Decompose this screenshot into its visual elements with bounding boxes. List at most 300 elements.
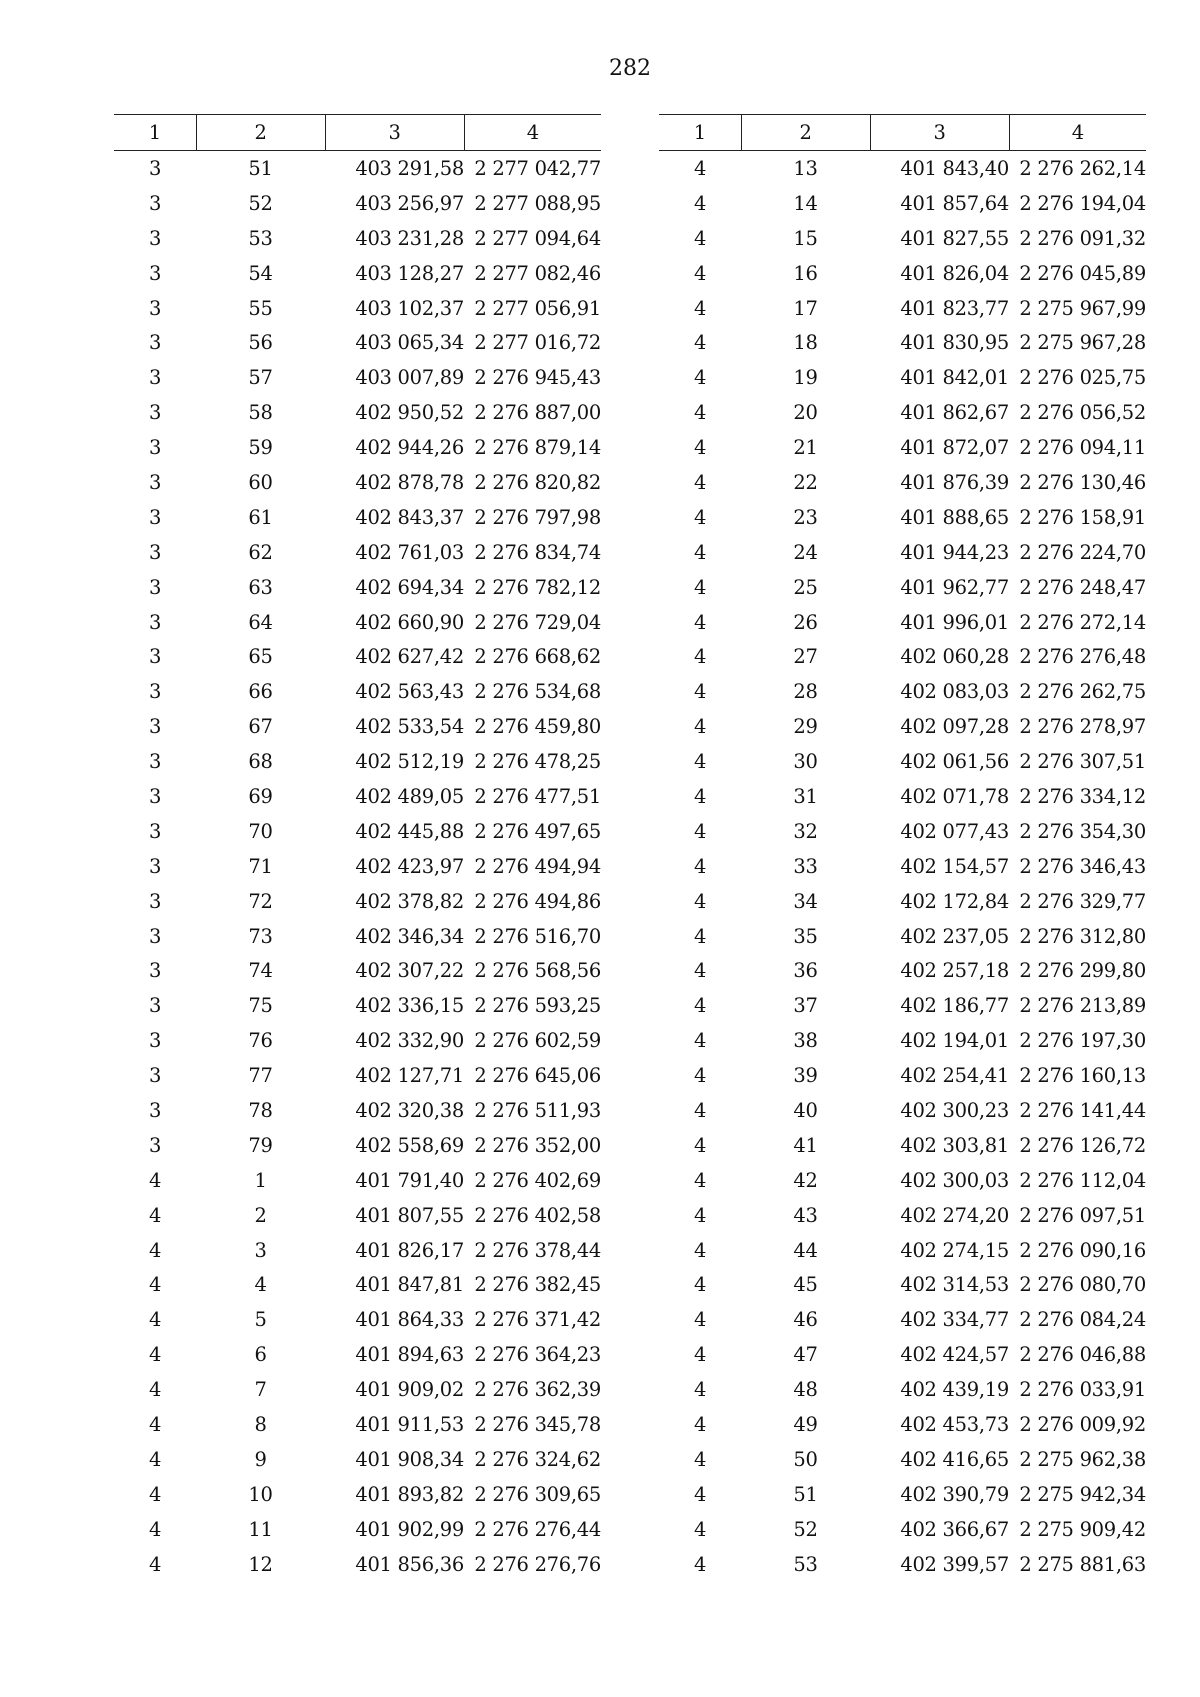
table-row xyxy=(659,465,1146,500)
table-cell-col-2: 54 xyxy=(248,261,273,285)
table-row xyxy=(114,605,601,640)
table-cell-col-3: 402 071,78 xyxy=(900,784,1009,808)
table-cell-col-1: 4 xyxy=(693,889,707,913)
table-cell-col-3: 402 416,65 xyxy=(900,1447,1009,1471)
table-cell-col-1: 4 xyxy=(148,1238,162,1262)
table-cell-col-2: 58 xyxy=(248,401,273,425)
table-cell-col-3: 401 826,04 xyxy=(900,261,1009,285)
table-cell-col-4: 2 276 378,44 xyxy=(474,1238,601,1262)
table-cell-col-3: 402 512,19 xyxy=(355,750,464,774)
table-cell-col-3: 402 274,15 xyxy=(900,1238,1009,1262)
table-cell-col-1: 4 xyxy=(693,750,707,774)
table-row xyxy=(114,1337,601,1372)
table-cell-col-3: 403 065,34 xyxy=(355,331,464,355)
table-cell-col-1: 4 xyxy=(693,1238,707,1262)
table-row xyxy=(659,1233,1146,1268)
table-cell-col-4: 2 276 094,11 xyxy=(1019,436,1146,460)
table-cell-col-3: 402 489,05 xyxy=(355,784,464,808)
table-cell-col-3: 402 944,26 xyxy=(355,436,464,460)
table-cell-col-1: 3 xyxy=(148,645,162,669)
table-row xyxy=(114,919,601,954)
table-cell-col-1: 3 xyxy=(148,819,162,843)
table-cell-col-3: 401 888,65 xyxy=(900,505,1009,529)
table-cell-col-2: 34 xyxy=(793,889,818,913)
coordinates-table-right xyxy=(659,114,1146,1582)
table-cell-col-4: 2 276 402,58 xyxy=(474,1203,601,1227)
table-cell-col-4: 2 276 371,42 xyxy=(474,1308,601,1332)
table-cell-col-2: 69 xyxy=(248,784,273,808)
table-cell-col-1: 4 xyxy=(693,296,707,320)
table-cell-col-2: 64 xyxy=(248,610,273,634)
table-row xyxy=(659,221,1146,256)
table-cell-col-2: 79 xyxy=(248,1133,273,1157)
table-cell-col-3: 402 660,90 xyxy=(355,610,464,634)
table-cell-col-3: 402 257,18 xyxy=(900,959,1009,983)
table-row xyxy=(114,151,601,186)
table-cell-col-3: 403 007,89 xyxy=(355,366,464,390)
table-cell-col-2: 47 xyxy=(793,1343,818,1367)
table-cell-col-1: 3 xyxy=(148,436,162,460)
table-cell-col-3: 401 847,81 xyxy=(355,1273,464,1297)
table-cell-col-2: 75 xyxy=(248,994,273,1018)
table-cell-col-1: 4 xyxy=(148,1343,162,1367)
table-cell-col-3: 402 843,37 xyxy=(355,505,464,529)
table-cell-col-4: 2 276 126,72 xyxy=(1019,1133,1146,1157)
table-cell-col-3: 402 300,23 xyxy=(900,1098,1009,1122)
table-cell-col-1: 3 xyxy=(148,261,162,285)
table-cell-col-1: 3 xyxy=(148,1064,162,1088)
table-cell-col-3: 402 558,69 xyxy=(355,1133,464,1157)
table-cell-col-1: 4 xyxy=(693,401,707,425)
table-cell-col-4: 2 276 568,56 xyxy=(474,959,601,983)
table-cell-col-1: 3 xyxy=(148,889,162,913)
table-cell-col-4: 2 276 362,39 xyxy=(474,1378,601,1402)
table-cell-col-3: 402 061,56 xyxy=(900,750,1009,774)
table-row xyxy=(114,988,601,1023)
table-row xyxy=(114,256,601,291)
table-cell-col-1: 4 xyxy=(693,575,707,599)
table-cell-col-1: 3 xyxy=(148,470,162,494)
table-row xyxy=(114,395,601,430)
table-cell-col-3: 402 332,90 xyxy=(355,1029,464,1053)
table-cell-col-4: 2 276 197,30 xyxy=(1019,1029,1146,1053)
table-row xyxy=(114,639,601,674)
table-row xyxy=(659,1128,1146,1163)
table-cell-col-1: 3 xyxy=(148,366,162,390)
table-row xyxy=(659,779,1146,814)
table-row xyxy=(659,744,1146,779)
table-cell-col-4: 2 276 834,74 xyxy=(474,540,601,564)
table-cell-col-1: 4 xyxy=(693,1273,707,1297)
table-cell-col-3: 402 453,73 xyxy=(900,1413,1009,1436)
table-cell-col-4: 2 276 364,23 xyxy=(474,1343,601,1367)
table-cell-col-4: 2 276 272,14 xyxy=(1019,610,1146,634)
table-cell-col-4: 2 277 042,77 xyxy=(474,156,601,180)
table-cell-col-4: 2 276 477,51 xyxy=(474,784,601,808)
table-cell-col-2: 27 xyxy=(793,645,818,669)
table-cell-col-2: 2 xyxy=(254,1203,267,1227)
table-cell-col-1: 4 xyxy=(693,1447,707,1471)
table-cell-col-1: 4 xyxy=(148,1517,162,1541)
table-cell-col-4: 2 276 046,88 xyxy=(1019,1343,1146,1367)
table-cell-col-2: 21 xyxy=(793,436,818,460)
column-header-3: 3 xyxy=(870,115,1009,151)
table-cell-col-1: 3 xyxy=(148,575,162,599)
table-cell-col-3: 402 186,77 xyxy=(900,994,1009,1018)
table-cell-col-4: 2 277 088,95 xyxy=(474,191,601,215)
table-cell-col-1: 4 xyxy=(693,854,707,878)
table-cell-col-4: 2 276 593,25 xyxy=(474,994,601,1018)
table-cell-col-3: 402 172,84 xyxy=(900,889,1009,913)
table-cell-col-1: 4 xyxy=(693,1133,707,1157)
table-cell-col-3: 403 231,28 xyxy=(355,226,464,250)
table-cell-col-2: 9 xyxy=(254,1447,267,1471)
table-row xyxy=(659,849,1146,884)
table-row xyxy=(114,1302,601,1337)
table-cell-col-3: 401 826,17 xyxy=(355,1238,464,1262)
table-row xyxy=(114,570,601,605)
table-cell-col-1: 3 xyxy=(148,854,162,878)
table-cell-col-2: 53 xyxy=(248,226,273,250)
table-row xyxy=(659,674,1146,709)
table-cell-col-3: 401 962,77 xyxy=(900,575,1009,599)
table-cell-col-1: 3 xyxy=(148,610,162,634)
table-row xyxy=(114,1477,601,1512)
table-cell-col-2: 32 xyxy=(793,819,818,843)
table-cell-col-1: 3 xyxy=(148,296,162,320)
table-row xyxy=(659,360,1146,395)
table-cell-col-2: 70 xyxy=(248,819,273,843)
table-cell-col-2: 66 xyxy=(248,680,273,704)
table-cell-col-1: 4 xyxy=(148,1552,162,1576)
table-cell-col-2: 25 xyxy=(793,575,818,599)
table-cell-col-3: 402 424,57 xyxy=(900,1343,1009,1367)
table-row xyxy=(114,744,601,779)
table-cell-col-3: 403 256,97 xyxy=(355,191,464,215)
column-header-2: 2 xyxy=(741,115,870,151)
table-row xyxy=(114,1023,601,1058)
table-cell-col-1: 3 xyxy=(148,540,162,564)
table-cell-col-2: 33 xyxy=(793,854,818,878)
table-cell-col-4: 2 275 942,34 xyxy=(1019,1482,1146,1506)
column-header-4: 4 xyxy=(1009,115,1146,151)
table-cell-col-2: 56 xyxy=(248,331,273,355)
table-cell-col-2: 15 xyxy=(793,226,818,250)
table-row xyxy=(114,1512,601,1547)
table-cell-col-3: 402 254,41 xyxy=(900,1064,1009,1088)
table-cell-col-4: 2 275 909,42 xyxy=(1019,1517,1146,1541)
table-cell-col-4: 2 275 962,38 xyxy=(1019,1447,1146,1471)
table-cell-col-3: 402 314,53 xyxy=(900,1273,1009,1297)
table-cell-col-3: 402 307,22 xyxy=(355,959,464,983)
table-row xyxy=(659,1163,1146,1198)
table-cell-col-2: 68 xyxy=(248,750,273,774)
table-cell-col-4: 2 276 402,69 xyxy=(474,1168,601,1192)
table-cell-col-4: 2 276 112,04 xyxy=(1019,1168,1146,1192)
table-cell-col-1: 4 xyxy=(693,1517,707,1541)
table-cell-col-2: 1 xyxy=(254,1168,267,1192)
table-cell-col-3: 401 902,99 xyxy=(355,1517,464,1541)
table-cell-col-2: 39 xyxy=(793,1064,818,1088)
table-cell-col-4: 2 276 797,98 xyxy=(474,505,601,529)
table-cell-col-4: 2 276 084,24 xyxy=(1019,1308,1146,1332)
table-cell-col-4: 2 276 080,70 xyxy=(1019,1273,1146,1297)
table-cell-col-2: 48 xyxy=(793,1378,818,1402)
table-row xyxy=(114,884,601,919)
table-cell-col-1: 4 xyxy=(693,1552,707,1576)
table-cell-col-3: 402 445,88 xyxy=(355,819,464,843)
table-cell-col-2: 38 xyxy=(793,1029,818,1053)
table-cell-col-1: 4 xyxy=(693,610,707,634)
table-row xyxy=(659,1477,1146,1512)
table-cell-col-1: 3 xyxy=(148,156,162,180)
table-cell-col-3: 401 911,53 xyxy=(355,1413,464,1436)
table-cell-col-2: 28 xyxy=(793,680,818,704)
table-cell-col-4: 2 276 009,92 xyxy=(1019,1413,1146,1436)
table-cell-col-1: 3 xyxy=(148,1029,162,1053)
table-cell-col-4: 2 276 194,04 xyxy=(1019,191,1146,215)
table-cell-col-4: 2 276 213,89 xyxy=(1019,994,1146,1018)
table-cell-col-2: 71 xyxy=(248,854,273,878)
table-cell-col-2: 11 xyxy=(248,1517,273,1541)
table-cell-col-1: 3 xyxy=(148,715,162,739)
table-cell-col-2: 53 xyxy=(793,1552,818,1576)
table-row xyxy=(114,709,601,744)
table-cell-col-2: 16 xyxy=(793,261,818,285)
table-cell-col-2: 65 xyxy=(248,645,273,669)
table-cell-col-2: 72 xyxy=(248,889,273,913)
table-cell-col-4: 2 276 276,48 xyxy=(1019,645,1146,669)
table-cell-col-4: 2 276 511,93 xyxy=(474,1098,601,1122)
table-cell-col-1: 3 xyxy=(148,401,162,425)
table-cell-col-2: 35 xyxy=(793,924,818,948)
table-cell-col-4: 2 276 158,91 xyxy=(1019,505,1146,529)
table-cell-col-2: 57 xyxy=(248,366,273,390)
table-cell-col-1: 4 xyxy=(693,715,707,739)
table-cell-col-3: 401 857,64 xyxy=(900,191,1009,215)
table-cell-col-3: 402 303,81 xyxy=(900,1133,1009,1157)
table-cell-col-4: 2 276 820,82 xyxy=(474,470,601,494)
column-header-4: 4 xyxy=(464,115,601,151)
table-cell-col-4: 2 276 276,44 xyxy=(474,1517,601,1541)
table-cell-col-1: 4 xyxy=(693,505,707,529)
table-cell-col-1: 4 xyxy=(693,226,707,250)
table-cell-col-4: 2 276 494,94 xyxy=(474,854,601,878)
table-cell-col-4: 2 276 459,80 xyxy=(474,715,601,739)
table-cell-col-1: 3 xyxy=(148,924,162,948)
table-cell-col-3: 402 320,38 xyxy=(355,1098,464,1122)
table-row xyxy=(114,1198,601,1233)
table-cell-col-3: 401 843,40 xyxy=(900,156,1009,180)
table-cell-col-2: 76 xyxy=(248,1029,273,1053)
table-cell-col-3: 401 842,01 xyxy=(900,366,1009,390)
table-cell-col-3: 402 237,05 xyxy=(900,924,1009,948)
table-cell-col-3: 402 533,54 xyxy=(355,715,464,739)
table-cell-col-2: 51 xyxy=(248,156,273,180)
table-header-row xyxy=(659,115,1146,151)
table-row xyxy=(659,500,1146,535)
table-cell-col-2: 55 xyxy=(248,296,273,320)
table-cell-col-4: 2 276 354,30 xyxy=(1019,819,1146,843)
table-row xyxy=(114,779,601,814)
table-cell-col-4: 2 276 262,75 xyxy=(1019,680,1146,704)
table-cell-col-1: 4 xyxy=(693,1064,707,1088)
table-cell-col-4: 2 276 091,32 xyxy=(1019,226,1146,250)
table-cell-col-3: 402 127,71 xyxy=(355,1064,464,1088)
table-row xyxy=(114,500,601,535)
table-row xyxy=(659,1268,1146,1303)
table-cell-col-2: 73 xyxy=(248,924,273,948)
table-cell-col-2: 36 xyxy=(793,959,818,983)
table-cell-col-1: 4 xyxy=(693,1098,707,1122)
table-cell-col-2: 4 xyxy=(254,1273,267,1297)
table-row xyxy=(659,1093,1146,1128)
table-row xyxy=(114,849,601,884)
table-cell-col-2: 31 xyxy=(793,784,818,808)
table-row xyxy=(659,1372,1146,1407)
table-cell-col-4: 2 275 881,63 xyxy=(1019,1552,1146,1576)
table-cell-col-1: 3 xyxy=(148,959,162,983)
table-cell-col-2: 40 xyxy=(793,1098,818,1122)
table-cell-col-1: 3 xyxy=(148,784,162,808)
table-row xyxy=(659,1442,1146,1477)
table-row xyxy=(114,1128,601,1163)
table-cell-col-1: 3 xyxy=(148,505,162,529)
table-cell-col-3: 402 878,78 xyxy=(355,470,464,494)
table-cell-col-4: 2 276 494,86 xyxy=(474,889,601,913)
table-cell-col-3: 401 791,40 xyxy=(355,1168,464,1192)
table-cell-col-1: 3 xyxy=(148,331,162,355)
table-row xyxy=(659,430,1146,465)
table-cell-col-3: 401 864,33 xyxy=(355,1308,464,1332)
table-cell-col-1: 4 xyxy=(693,1413,707,1436)
table-cell-col-1: 4 xyxy=(693,819,707,843)
table-cell-col-3: 401 807,55 xyxy=(355,1203,464,1227)
table-cell-col-3: 402 390,79 xyxy=(900,1482,1009,1506)
table-cell-col-1: 4 xyxy=(693,1308,707,1332)
table-row xyxy=(659,953,1146,988)
table-cell-col-2: 17 xyxy=(793,296,818,320)
table-cell-col-1: 4 xyxy=(693,784,707,808)
table-cell-col-4: 2 276 224,70 xyxy=(1019,540,1146,564)
table-row xyxy=(114,814,601,849)
table-cell-col-2: 61 xyxy=(248,505,273,529)
table-cell-col-3: 402 761,03 xyxy=(355,540,464,564)
table-cell-col-3: 402 097,28 xyxy=(900,715,1009,739)
column-header-1: 1 xyxy=(659,115,741,151)
table-cell-col-4: 2 276 534,68 xyxy=(474,680,601,704)
table-cell-col-3: 401 823,77 xyxy=(900,296,1009,320)
table-cell-col-1: 4 xyxy=(693,470,707,494)
table-cell-col-2: 20 xyxy=(793,401,818,425)
table-cell-col-1: 3 xyxy=(148,226,162,250)
table-cell-col-4: 2 276 782,12 xyxy=(474,575,601,599)
coordinates-table-left xyxy=(114,114,601,1582)
table-cell-col-1: 4 xyxy=(693,331,707,355)
table-cell-col-2: 18 xyxy=(793,331,818,355)
table-body-left xyxy=(114,151,601,1582)
table-cell-col-1: 3 xyxy=(148,680,162,704)
table-cell-col-4: 2 276 248,47 xyxy=(1019,575,1146,599)
table-cell-col-1: 4 xyxy=(148,1273,162,1297)
table-cell-col-1: 4 xyxy=(693,924,707,948)
table-cell-col-4: 2 276 309,65 xyxy=(474,1482,601,1506)
table-cell-col-3: 401 827,55 xyxy=(900,226,1009,250)
table-row xyxy=(659,535,1146,570)
table-row xyxy=(114,1547,601,1582)
table-cell-col-4: 2 276 312,80 xyxy=(1019,924,1146,948)
table-cell-col-4: 2 276 602,59 xyxy=(474,1029,601,1053)
table-row xyxy=(659,186,1146,221)
table-cell-col-2: 60 xyxy=(248,470,273,494)
table-cell-col-1: 4 xyxy=(693,191,707,215)
table-cell-col-3: 401 996,01 xyxy=(900,610,1009,634)
table-row xyxy=(114,186,601,221)
table-cell-col-2: 8 xyxy=(254,1413,267,1436)
table-row xyxy=(659,605,1146,640)
table-cell-col-4: 2 276 262,14 xyxy=(1019,156,1146,180)
table-cell-col-1: 3 xyxy=(148,1098,162,1122)
table-cell-col-3: 403 102,37 xyxy=(355,296,464,320)
column-header-1: 1 xyxy=(114,115,196,151)
table-row xyxy=(659,1058,1146,1093)
table-body-right xyxy=(659,151,1146,1582)
table-row xyxy=(659,1547,1146,1582)
table-row xyxy=(114,430,601,465)
table-cell-col-2: 50 xyxy=(793,1447,818,1471)
table-row xyxy=(114,674,601,709)
table-cell-col-2: 77 xyxy=(248,1064,273,1088)
table-cell-col-2: 52 xyxy=(793,1517,818,1541)
table-cell-col-4: 2 276 276,76 xyxy=(474,1552,601,1576)
table-row xyxy=(659,1337,1146,1372)
table-cell-col-3: 402 366,67 xyxy=(900,1517,1009,1541)
table-cell-col-4: 2 276 345,78 xyxy=(474,1413,601,1436)
table-cell-col-3: 402 334,77 xyxy=(900,1308,1009,1332)
table-cell-col-2: 26 xyxy=(793,610,818,634)
table-cell-col-1: 3 xyxy=(148,750,162,774)
table-cell-col-4: 2 276 887,00 xyxy=(474,401,601,425)
table-cell-col-2: 6 xyxy=(254,1343,267,1367)
table-cell-col-2: 74 xyxy=(248,959,273,983)
table-row xyxy=(114,1233,601,1268)
table-cell-col-4: 2 275 967,99 xyxy=(1019,296,1146,320)
table-cell-col-2: 37 xyxy=(793,994,818,1018)
table-cell-col-3: 401 909,02 xyxy=(355,1378,464,1402)
table-cell-col-2: 41 xyxy=(793,1133,818,1157)
table-cell-col-1: 4 xyxy=(693,645,707,669)
table-row xyxy=(114,1268,601,1303)
table-cell-col-3: 401 830,95 xyxy=(900,331,1009,355)
table-cell-col-1: 4 xyxy=(148,1203,162,1227)
table-cell-col-1: 4 xyxy=(148,1378,162,1402)
table-cell-col-3: 402 083,03 xyxy=(900,680,1009,704)
table-cell-col-3: 402 627,42 xyxy=(355,645,464,669)
table-header-row xyxy=(114,115,601,151)
table-row xyxy=(114,1442,601,1477)
table-cell-col-4: 2 276 097,51 xyxy=(1019,1203,1146,1227)
table-cell-col-1: 4 xyxy=(693,1378,707,1402)
table-cell-col-3: 401 856,36 xyxy=(355,1552,464,1576)
table-cell-col-4: 2 276 478,25 xyxy=(474,750,601,774)
table-cell-col-1: 4 xyxy=(693,436,707,460)
table-cell-col-4: 2 276 329,77 xyxy=(1019,889,1146,913)
table-cell-col-4: 2 276 382,45 xyxy=(474,1273,601,1297)
table-cell-col-2: 44 xyxy=(793,1238,818,1262)
table-cell-col-1: 4 xyxy=(693,1203,707,1227)
table-cell-col-3: 402 194,01 xyxy=(900,1029,1009,1053)
table-cell-col-3: 402 694,34 xyxy=(355,575,464,599)
